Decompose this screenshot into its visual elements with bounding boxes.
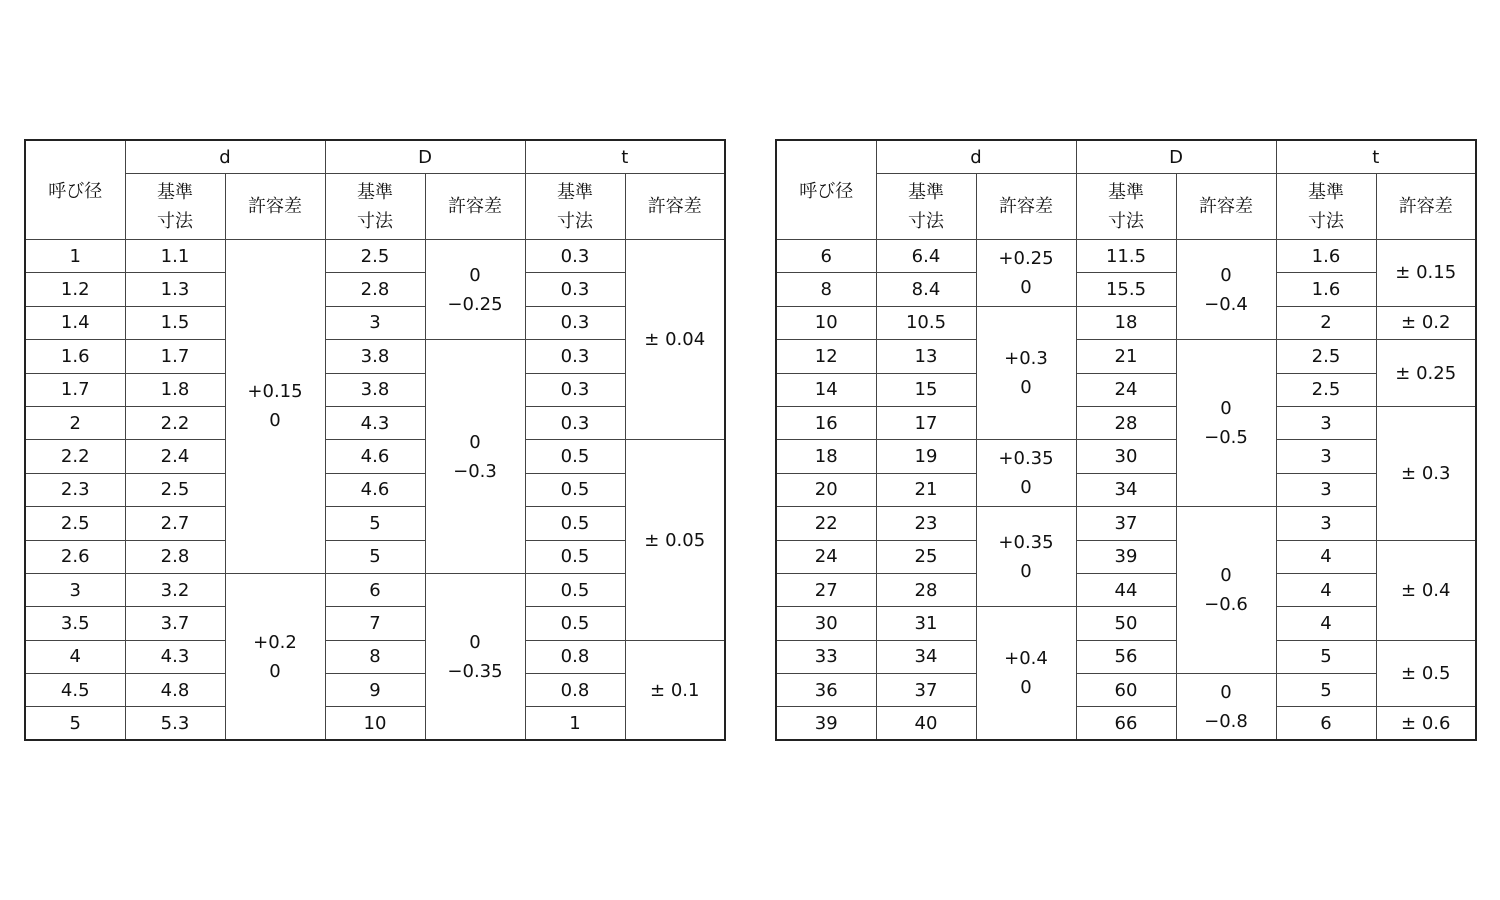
D-tolerance-cell: 0 −0.4 [1176, 240, 1276, 340]
t-tolerance-cell: ± 0.5 [1376, 640, 1476, 707]
dimension-table-left [24, 139, 726, 741]
D-basic-cell: 4.6 [325, 440, 425, 473]
table-row [776, 340, 1476, 373]
t-basic-cell: 0.8 [525, 674, 625, 707]
t-basic-cell: 0.3 [525, 340, 625, 373]
nominal-size-cell: 16 [776, 406, 876, 439]
table-body-left [25, 240, 725, 741]
D-basic-cell: 21 [1076, 340, 1176, 373]
d-basic-cell: 15 [876, 373, 976, 406]
table-row [776, 373, 1476, 406]
header-D-basic: 基準 寸法 [1076, 174, 1176, 240]
d-basic-cell: 1.5 [125, 306, 225, 339]
D-basic-cell: 18 [1076, 306, 1176, 339]
D-basic-cell: 34 [1076, 473, 1176, 506]
t-basic-cell: 0.3 [525, 240, 625, 273]
d-basic-cell: 5.3 [125, 707, 225, 740]
t-basic-cell: 4 [1276, 607, 1376, 640]
D-basic-cell: 4.6 [325, 473, 425, 506]
header-t: t [525, 140, 725, 174]
t-basic-cell: 0.5 [525, 607, 625, 640]
D-basic-cell: 2.5 [325, 240, 425, 273]
nominal-size-cell: 1.7 [25, 373, 125, 406]
D-tolerance-cell: 0 −0.25 [425, 240, 525, 340]
d-tolerance-cell: +0.3 0 [976, 306, 1076, 440]
header-D-tolerance: 許容差 [425, 174, 525, 240]
t-basic-cell: 3 [1276, 406, 1376, 439]
header-d-tolerance: 許容差 [976, 174, 1076, 240]
header-t-basic: 基準 寸法 [1276, 174, 1376, 240]
header-t-basic: 基準 寸法 [525, 174, 625, 240]
t-basic-cell: 3 [1276, 440, 1376, 473]
table-row [776, 507, 1476, 540]
t-basic-cell: 0.5 [525, 573, 625, 606]
t-basic-cell: 2 [1276, 306, 1376, 339]
nominal-size-cell: 36 [776, 674, 876, 707]
d-basic-cell: 34 [876, 640, 976, 673]
header-D: D [325, 140, 525, 174]
nominal-size-cell: 2.3 [25, 473, 125, 506]
d-tolerance-cell: +0.4 0 [976, 607, 1076, 741]
t-tolerance-cell: ± 0.3 [1376, 406, 1476, 540]
nominal-size-cell: 1.6 [25, 340, 125, 373]
D-basic-cell: 4.3 [325, 406, 425, 439]
header-nominal-label: 呼び径 [48, 181, 103, 202]
d-basic-cell: 4.8 [125, 674, 225, 707]
D-tolerance-cell: 0 −0.3 [425, 340, 525, 574]
header-d: d [876, 140, 1076, 174]
t-basic-cell: 0.3 [525, 406, 625, 439]
nominal-size-cell: 3.5 [25, 607, 125, 640]
t-basic-cell: 0.8 [525, 640, 625, 673]
table-row [776, 707, 1476, 740]
D-basic-cell: 6 [325, 573, 425, 606]
d-basic-cell: 8.4 [876, 273, 976, 306]
nominal-size-cell: 8 [776, 273, 876, 306]
D-basic-cell: 39 [1076, 540, 1176, 573]
table-row [776, 607, 1476, 640]
nominal-size-cell: 3 [25, 573, 125, 606]
nominal-size-cell: 33 [776, 640, 876, 673]
D-basic-cell: 56 [1076, 640, 1176, 673]
table-row [776, 240, 1476, 273]
d-basic-cell: 2.7 [125, 507, 225, 540]
nominal-size-cell: 20 [776, 473, 876, 506]
d-basic-cell: 3.7 [125, 607, 225, 640]
t-basic-cell: 0.5 [525, 440, 625, 473]
D-basic-cell: 5 [325, 507, 425, 540]
t-basic-cell: 6 [1276, 707, 1376, 740]
D-basic-cell: 3.8 [325, 373, 425, 406]
d-basic-cell: 37 [876, 674, 976, 707]
header-t-tolerance: 許容差 [625, 174, 725, 240]
nominal-size-cell: 1.4 [25, 306, 125, 339]
d-tolerance-cell: +0.2 0 [225, 573, 325, 740]
nominal-size-cell: 12 [776, 340, 876, 373]
d-tolerance-cell: +0.35 0 [976, 440, 1076, 507]
d-basic-cell: 19 [876, 440, 976, 473]
d-basic-cell: 10.5 [876, 306, 976, 339]
table-row [25, 573, 725, 606]
t-basic-cell: 0.5 [525, 473, 625, 506]
table-row [25, 273, 725, 306]
D-basic-cell: 30 [1076, 440, 1176, 473]
d-basic-cell: 6.4 [876, 240, 976, 273]
table-row [776, 540, 1476, 573]
header-nominal-size [776, 140, 876, 240]
t-basic-cell: 2.5 [1276, 373, 1376, 406]
nominal-size-cell: 2.5 [25, 507, 125, 540]
t-basic-cell: 1.6 [1276, 240, 1376, 273]
D-tolerance-cell: 0 −0.5 [1176, 340, 1276, 507]
t-basic-cell: 0.5 [525, 540, 625, 573]
t-tolerance-cell: ± 0.6 [1376, 707, 1476, 740]
D-basic-cell: 24 [1076, 373, 1176, 406]
d-basic-cell: 1.8 [125, 373, 225, 406]
d-basic-cell: 2.8 [125, 540, 225, 573]
nominal-size-cell: 24 [776, 540, 876, 573]
table-row [25, 406, 725, 439]
t-basic-cell: 2.5 [1276, 340, 1376, 373]
D-basic-cell: 7 [325, 607, 425, 640]
table-body-right [776, 240, 1476, 741]
table-row [776, 306, 1476, 339]
d-tolerance-cell: +0.35 0 [976, 507, 1076, 607]
nominal-size-cell: 1.2 [25, 273, 125, 306]
t-basic-cell: 1.6 [1276, 273, 1376, 306]
d-basic-cell: 23 [876, 507, 976, 540]
d-basic-cell: 28 [876, 573, 976, 606]
D-basic-cell: 66 [1076, 707, 1176, 740]
t-basic-cell: 3 [1276, 507, 1376, 540]
header-D-tolerance: 許容差 [1176, 174, 1276, 240]
d-tolerance-cell: +0.25 0 [976, 240, 1076, 307]
t-basic-cell: 5 [1276, 640, 1376, 673]
table-row [776, 406, 1476, 439]
dimension-table-right [775, 139, 1477, 741]
t-basic-cell: 0.3 [525, 306, 625, 339]
table-row [25, 640, 725, 673]
nominal-size-cell: 2.6 [25, 540, 125, 573]
table-row [776, 573, 1476, 606]
header-t: t [1276, 140, 1476, 174]
t-basic-cell: 1 [525, 707, 625, 740]
D-basic-cell: 11.5 [1076, 240, 1176, 273]
D-basic-cell: 3.8 [325, 340, 425, 373]
table-row [776, 640, 1476, 673]
D-tolerance-cell: 0 −0.6 [1176, 507, 1276, 674]
table-row [25, 373, 725, 406]
t-basic-cell: 5 [1276, 674, 1376, 707]
D-basic-cell: 37 [1076, 507, 1176, 540]
d-basic-cell: 1.3 [125, 273, 225, 306]
D-basic-cell: 2.8 [325, 273, 425, 306]
d-basic-cell: 3.2 [125, 573, 225, 606]
nominal-size-cell: 4 [25, 640, 125, 673]
t-basic-cell: 0.5 [525, 507, 625, 540]
t-basic-cell: 0.3 [525, 273, 625, 306]
table-row [776, 440, 1476, 473]
header-D: D [1076, 140, 1276, 174]
table-row [25, 440, 725, 473]
D-basic-cell: 15.5 [1076, 273, 1176, 306]
table-row [25, 540, 725, 573]
d-basic-cell: 13 [876, 340, 976, 373]
nominal-size-cell: 2.2 [25, 440, 125, 473]
t-basic-cell: 3 [1276, 473, 1376, 506]
D-basic-cell: 50 [1076, 607, 1176, 640]
t-tolerance-cell: ± 0.04 [625, 240, 725, 440]
D-basic-cell: 5 [325, 540, 425, 573]
nominal-size-cell: 22 [776, 507, 876, 540]
table-row [25, 707, 725, 740]
t-tolerance-cell: ± 0.15 [1376, 240, 1476, 307]
header-nominal-size [25, 140, 125, 240]
d-basic-cell: 2.5 [125, 473, 225, 506]
d-basic-cell: 2.2 [125, 406, 225, 439]
table-row [776, 273, 1476, 306]
header-d: d [125, 140, 325, 174]
table-row [25, 306, 725, 339]
table-row [25, 607, 725, 640]
header-d-tolerance: 許容差 [225, 174, 325, 240]
table-row [25, 507, 725, 540]
table-row [25, 473, 725, 506]
t-tolerance-cell: ± 0.05 [625, 440, 725, 640]
table-row [776, 674, 1476, 707]
d-basic-cell: 17 [876, 406, 976, 439]
t-tolerance-cell: ± 0.4 [1376, 540, 1476, 640]
d-basic-cell: 31 [876, 607, 976, 640]
nominal-size-cell: 6 [776, 240, 876, 273]
D-tolerance-cell: 0 −0.8 [1176, 674, 1276, 741]
d-basic-cell: 25 [876, 540, 976, 573]
D-basic-cell: 9 [325, 674, 425, 707]
d-tolerance-cell: +0.15 0 [225, 240, 325, 574]
header-d-basic: 基準 寸法 [876, 174, 976, 240]
D-basic-cell: 10 [325, 707, 425, 740]
d-basic-cell: 4.3 [125, 640, 225, 673]
header-t-tolerance: 許容差 [1376, 174, 1476, 240]
table-row [25, 240, 725, 273]
d-basic-cell: 2.4 [125, 440, 225, 473]
nominal-size-cell: 4.5 [25, 674, 125, 707]
t-basic-cell: 0.3 [525, 373, 625, 406]
nominal-size-cell: 14 [776, 373, 876, 406]
t-tolerance-cell: ± 0.1 [625, 640, 725, 740]
d-basic-cell: 21 [876, 473, 976, 506]
D-tolerance-cell: 0 −0.35 [425, 573, 525, 740]
nominal-size-cell: 39 [776, 707, 876, 740]
t-basic-cell: 4 [1276, 573, 1376, 606]
t-tolerance-cell: ± 0.2 [1376, 306, 1476, 339]
D-basic-cell: 8 [325, 640, 425, 673]
table-row [25, 340, 725, 373]
D-basic-cell: 3 [325, 306, 425, 339]
D-basic-cell: 28 [1076, 406, 1176, 439]
nominal-size-cell: 5 [25, 707, 125, 740]
d-basic-cell: 40 [876, 707, 976, 740]
header-d-basic: 基準 寸法 [125, 174, 225, 240]
d-basic-cell: 1.7 [125, 340, 225, 373]
table-row [25, 674, 725, 707]
table-row [776, 473, 1476, 506]
nominal-size-cell: 30 [776, 607, 876, 640]
nominal-size-cell: 27 [776, 573, 876, 606]
header-D-basic: 基準 寸法 [325, 174, 425, 240]
t-tolerance-cell: ± 0.25 [1376, 340, 1476, 407]
t-basic-cell: 4 [1276, 540, 1376, 573]
nominal-size-cell: 1 [25, 240, 125, 273]
d-basic-cell: 1.1 [125, 240, 225, 273]
D-basic-cell: 44 [1076, 573, 1176, 606]
nominal-size-cell: 10 [776, 306, 876, 339]
header-nominal-label: 呼び径 [799, 181, 854, 202]
D-basic-cell: 60 [1076, 674, 1176, 707]
nominal-size-cell: 2 [25, 406, 125, 439]
nominal-size-cell: 18 [776, 440, 876, 473]
